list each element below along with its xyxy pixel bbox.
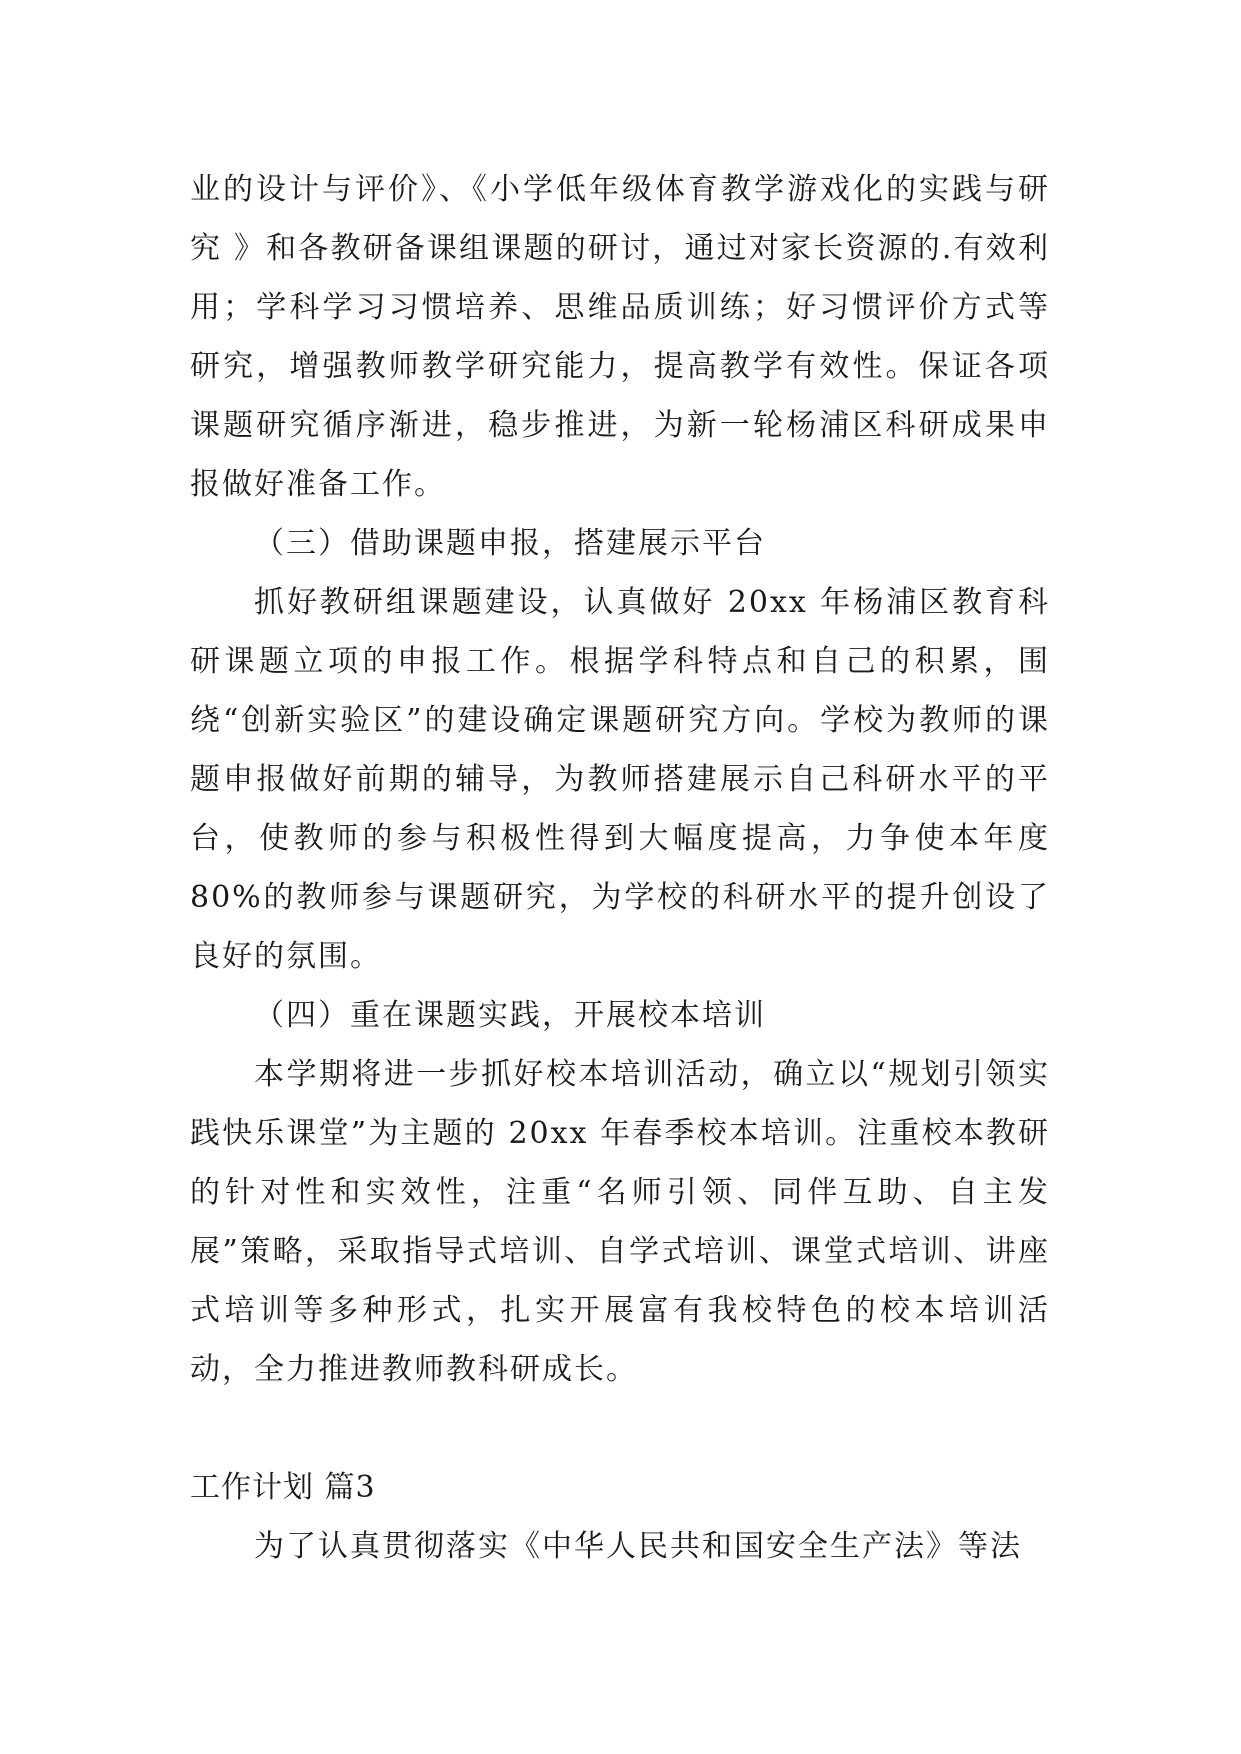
document-body: [190, 160, 1050, 1576]
subheading-three: （三）借助课题申报，搭建展示平台: [254, 526, 766, 561]
section-title-plan-3: 工作计划 篇3: [190, 1470, 376, 1505]
paragraph-topic-application: 抓好教研组课题建设，认真做好 20xx 年杨浦区教育科研课题立项的申报工作。根据学科特点和自己的积累，围绕“创新实验区”的建设确定课题研究方向。学校为教师的课题申报做好前期的辅导，为教师搭建展示自己科研水平的平台，使教师的参与积极性得到大幅度提高，力争使本年度 80%的教师参与课题研究，为学校的科研水平的提升创设了良好的氛围。: [190, 585, 1050, 974]
subheading-four: （四）重在课题实践，开展校本培训: [254, 998, 766, 1033]
paragraph-continuation: 业的设计与评价》、《小学低年级体育教学游戏化的实践与研究 》和各教研备课组课题的研讨，通过对家长资源的.有效利用；学科学习习惯培养、思维品质训练；好习惯评价方式等研究，增强教师教学研究能力，提高教学有效性。保证各项课题研究循序渐进，稳步推进，为新一轮杨浦区科研成果申报做好准备工作。: [190, 172, 1050, 502]
paragraph-safety-law: 为了认真贯彻落实《中华人民共和国安全生产法》等法: [254, 1529, 1022, 1564]
paragraph-school-training: 本学期将进一步抓好校本培训活动，确立以“规划引领实践快乐课堂”为主题的 20xx 年春季校本培训。注重校本教研的针对性和实效性，注重“名师引领、同伴互助、自主发展”策略，采取指导式培训、自学式培训、课堂式培训、讲座式培训等多种形式，扎实开展富有我校特色的校本培训活动，全力推进教师教科研成长。: [190, 1057, 1050, 1387]
